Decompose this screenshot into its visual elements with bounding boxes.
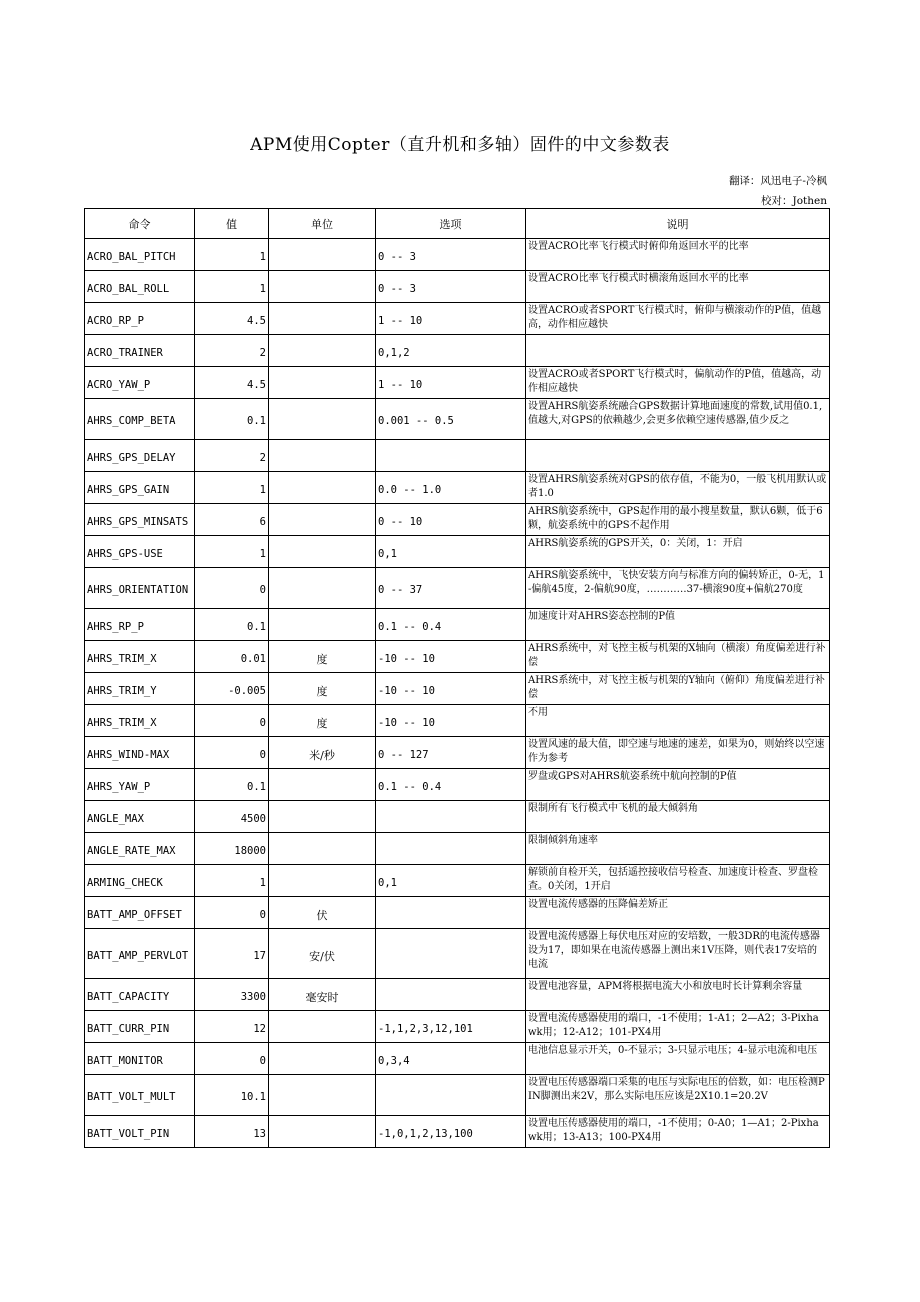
value-cell: 1 bbox=[195, 536, 269, 568]
description-cell: 设置ACRO比率飞行模式时俯仰角返回水平的比率 bbox=[526, 239, 830, 271]
options-cell: 0.1 -- 0.4 bbox=[376, 769, 526, 801]
value-cell: 0.01 bbox=[195, 641, 269, 673]
command-cell: AHRS_YAW_P bbox=[85, 769, 195, 801]
table-row bbox=[85, 979, 830, 1011]
value-cell: 17 bbox=[195, 929, 269, 979]
command-cell: BATT_CURR_PIN bbox=[85, 1011, 195, 1043]
table-body bbox=[85, 239, 830, 1148]
command-cell: ANGLE_RATE_MAX bbox=[85, 833, 195, 865]
options-cell: -10 -- 10 bbox=[376, 673, 526, 705]
unit-cell bbox=[269, 239, 376, 271]
options-cell: 1 -- 10 bbox=[376, 303, 526, 335]
description-cell: 设置电流传感器使用的端口，-1不使用；1-A1；2—A2；3-Pixhawk用；12-A12；101-PX4用 bbox=[526, 1011, 830, 1043]
options-cell: 0 -- 3 bbox=[376, 239, 526, 271]
table-row bbox=[85, 271, 830, 303]
description-cell: AHRS航姿系统中，飞快安装方向与标准方向的偏转矫正，0-无，1-偏航45度，2-偏航90度，…………37-横滚90度+偏航270度 bbox=[526, 568, 830, 609]
command-cell: ACRO_RP_P bbox=[85, 303, 195, 335]
description-cell: 设置风速的最大值，即空速与地速的速差，如果为0，则始终以空速作为参考 bbox=[526, 737, 830, 769]
description-cell: 解锁前自检开关，包括遥控接收信号检查、加速度计检查、罗盘检查。0关闭，1开启 bbox=[526, 865, 830, 897]
table-row bbox=[85, 1075, 830, 1116]
command-cell: ARMING_CHECK bbox=[85, 865, 195, 897]
command-cell: ACRO_YAW_P bbox=[85, 367, 195, 399]
command-cell: AHRS_COMP_BETA bbox=[85, 399, 195, 440]
unit-cell bbox=[269, 440, 376, 472]
options-cell: -1,1,2,3,12,101 bbox=[376, 1011, 526, 1043]
options-cell: 0,1 bbox=[376, 865, 526, 897]
value-cell: 4.5 bbox=[195, 367, 269, 399]
description-cell: 设置电流传感器上每伏电压对应的安培数，一般3DR的电流传感器设为17，即如果在电流传感器上测出来1V压降，则代表17安培的电流 bbox=[526, 929, 830, 979]
value-cell: 0 bbox=[195, 737, 269, 769]
unit-cell: 度 bbox=[269, 673, 376, 705]
table-row bbox=[85, 769, 830, 801]
command-cell: BATT_AMP_PERVLOT bbox=[85, 929, 195, 979]
value-cell: 2 bbox=[195, 335, 269, 367]
value-cell: 10.1 bbox=[195, 1075, 269, 1116]
unit-cell bbox=[269, 1043, 376, 1075]
table-row bbox=[85, 367, 830, 399]
unit-cell bbox=[269, 833, 376, 865]
unit-cell: 度 bbox=[269, 705, 376, 737]
command-cell: AHRS_RP_P bbox=[85, 609, 195, 641]
unit-cell bbox=[269, 801, 376, 833]
unit-cell bbox=[269, 568, 376, 609]
unit-cell bbox=[269, 1075, 376, 1116]
value-cell: 3300 bbox=[195, 979, 269, 1011]
command-cell: AHRS_TRIM_Y bbox=[85, 673, 195, 705]
value-cell: 2 bbox=[195, 440, 269, 472]
command-cell: BATT_AMP_OFFSET bbox=[85, 897, 195, 929]
unit-cell bbox=[269, 769, 376, 801]
options-cell bbox=[376, 440, 526, 472]
options-cell: 0 -- 3 bbox=[376, 271, 526, 303]
description-cell bbox=[526, 440, 830, 472]
value-cell: 4500 bbox=[195, 801, 269, 833]
table-row bbox=[85, 673, 830, 705]
unit-cell bbox=[269, 1116, 376, 1148]
command-cell: BATT_VOLT_MULT bbox=[85, 1075, 195, 1116]
options-cell bbox=[376, 979, 526, 1011]
unit-cell bbox=[269, 504, 376, 536]
unit-cell bbox=[269, 865, 376, 897]
options-cell bbox=[376, 1075, 526, 1116]
parameter-table bbox=[84, 208, 830, 1148]
table-row bbox=[85, 1043, 830, 1075]
unit-cell bbox=[269, 1011, 376, 1043]
options-cell: 0 -- 10 bbox=[376, 504, 526, 536]
description-cell: 设置电压传感器使用的端口，-1不使用；0-A0；1—A1；2-Pixhawk用；13-A13；100-PX4用 bbox=[526, 1116, 830, 1148]
command-cell: AHRS_GPS_GAIN bbox=[85, 472, 195, 504]
options-cell: 0,3,4 bbox=[376, 1043, 526, 1075]
description-cell: 罗盘或GPS对AHRS航姿系统中航向控制的P值 bbox=[526, 769, 830, 801]
options-cell bbox=[376, 929, 526, 979]
value-cell: 18000 bbox=[195, 833, 269, 865]
value-cell: 0 bbox=[195, 1043, 269, 1075]
translator-credit: 翻译：风迅电子-冷枫 bbox=[728, 175, 827, 187]
unit-cell bbox=[269, 609, 376, 641]
description-cell: AHRS系统中，对飞控主板与机架的Y轴向（俯仰）角度偏差进行补偿 bbox=[526, 673, 830, 705]
description-cell: 设置电压传感器端口采集的电压与实际电压的倍数，如：电压检测PIN脚测出来2V，那么实际电压应该是2X10.1=20.2V bbox=[526, 1075, 830, 1116]
table-row bbox=[85, 536, 830, 568]
unit-cell bbox=[269, 399, 376, 440]
unit-cell: 伏 bbox=[269, 897, 376, 929]
unit-cell: 安/伏 bbox=[269, 929, 376, 979]
options-cell: 0.1 -- 0.4 bbox=[376, 609, 526, 641]
unit-cell bbox=[269, 367, 376, 399]
table-row bbox=[85, 865, 830, 897]
value-cell: 0 bbox=[195, 705, 269, 737]
options-cell: 0,1,2 bbox=[376, 335, 526, 367]
options-cell: 0 -- 37 bbox=[376, 568, 526, 609]
description-cell: 设置ACRO比率飞行模式时横滚角返回水平的比率 bbox=[526, 271, 830, 303]
options-cell: -10 -- 10 bbox=[376, 641, 526, 673]
table-row bbox=[85, 641, 830, 673]
command-cell: AHRS_ORIENTATION bbox=[85, 568, 195, 609]
unit-cell: 度 bbox=[269, 641, 376, 673]
table-row bbox=[85, 472, 830, 504]
description-cell: AHRS系统中，对飞控主板与机架的X轴向（横滚）角度偏差进行补偿 bbox=[526, 641, 830, 673]
options-cell bbox=[376, 833, 526, 865]
value-cell: 1 bbox=[195, 472, 269, 504]
table-header-row bbox=[85, 209, 830, 239]
proofreader-credit: 校对：Jothen bbox=[761, 195, 827, 207]
value-cell: 12 bbox=[195, 1011, 269, 1043]
value-cell: 0.1 bbox=[195, 609, 269, 641]
table-row bbox=[85, 801, 830, 833]
description-cell: AHRS航姿系统中，GPS起作用的最小搜星数量，默认6颗，低于6颗，航姿系统中的GPS不起作用 bbox=[526, 504, 830, 536]
value-cell: 0 bbox=[195, 897, 269, 929]
table-row bbox=[85, 897, 830, 929]
description-cell: 设置AHRS航姿系统对GPS的依存值，不能为0，一般飞机用默认或者1.0 bbox=[526, 472, 830, 504]
command-cell: ACRO_BAL_PITCH bbox=[85, 239, 195, 271]
description-cell: 限制倾斜角速率 bbox=[526, 833, 830, 865]
options-cell: 0 -- 127 bbox=[376, 737, 526, 769]
options-cell: 0.0 -- 1.0 bbox=[376, 472, 526, 504]
table-row bbox=[85, 737, 830, 769]
options-cell: 1 -- 10 bbox=[376, 367, 526, 399]
table-row bbox=[85, 1011, 830, 1043]
table-row bbox=[85, 705, 830, 737]
command-cell: ACRO_TRAINER bbox=[85, 335, 195, 367]
description-cell: 设置电流传感器的压降偏差矫正 bbox=[526, 897, 830, 929]
command-cell: AHRS_GPS-USE bbox=[85, 536, 195, 568]
command-cell: ACRO_BAL_ROLL bbox=[85, 271, 195, 303]
unit-cell bbox=[269, 536, 376, 568]
description-cell bbox=[526, 335, 830, 367]
page-title: APM使用Copter（直升机和多轴）固件的中文参数表 bbox=[250, 135, 670, 155]
command-cell: AHRS_GPS_MINSATS bbox=[85, 504, 195, 536]
description-cell: 设置ACRO或者SPORT飞行模式时，俯仰与横滚动作的P值，值越高，动作相应越快 bbox=[526, 303, 830, 335]
value-cell: 6 bbox=[195, 504, 269, 536]
value-cell: 4.5 bbox=[195, 303, 269, 335]
command-cell: BATT_VOLT_PIN bbox=[85, 1116, 195, 1148]
unit-cell bbox=[269, 271, 376, 303]
description-cell: 设置电池容量，APM将根据电流大小和放电时长计算剩余容量 bbox=[526, 979, 830, 1011]
value-cell: -0.005 bbox=[195, 673, 269, 705]
command-cell: AHRS_TRIM_X bbox=[85, 641, 195, 673]
options-cell: 0,1 bbox=[376, 536, 526, 568]
header-command: 命令 bbox=[85, 209, 195, 239]
header-unit: 单位 bbox=[269, 209, 376, 239]
value-cell: 1 bbox=[195, 865, 269, 897]
options-cell: 0.001 -- 0.5 bbox=[376, 399, 526, 440]
value-cell: 13 bbox=[195, 1116, 269, 1148]
unit-cell: 米/秒 bbox=[269, 737, 376, 769]
unit-cell bbox=[269, 335, 376, 367]
table-row bbox=[85, 609, 830, 641]
command-cell: AHRS_WIND-MAX bbox=[85, 737, 195, 769]
header-description: 说明 bbox=[526, 209, 830, 239]
description-cell: 电池信息显示开关，0-不显示；3-只显示电压；4-显示电流和电压 bbox=[526, 1043, 830, 1075]
table-row bbox=[85, 399, 830, 440]
value-cell: 0 bbox=[195, 568, 269, 609]
command-cell: BATT_CAPACITY bbox=[85, 979, 195, 1011]
table-row bbox=[85, 504, 830, 536]
unit-cell bbox=[269, 303, 376, 335]
command-cell: BATT_MONITOR bbox=[85, 1043, 195, 1075]
table-row bbox=[85, 303, 830, 335]
table-row bbox=[85, 440, 830, 472]
description-cell: 设置ACRO或者SPORT飞行模式时，偏航动作的P值，值越高，动作相应越快 bbox=[526, 367, 830, 399]
command-cell: AHRS_TRIM_X bbox=[85, 705, 195, 737]
options-cell: -10 -- 10 bbox=[376, 705, 526, 737]
header-value: 值 bbox=[195, 209, 269, 239]
description-cell: 加速度计对AHRS姿态控制的P值 bbox=[526, 609, 830, 641]
value-cell: 0.1 bbox=[195, 399, 269, 440]
value-cell: 0.1 bbox=[195, 769, 269, 801]
table-row bbox=[85, 335, 830, 367]
table-row bbox=[85, 239, 830, 271]
header-options: 选项 bbox=[376, 209, 526, 239]
unit-cell bbox=[269, 472, 376, 504]
description-cell: 限制所有飞行模式中飞机的最大倾斜角 bbox=[526, 801, 830, 833]
description-cell: 不用 bbox=[526, 705, 830, 737]
options-cell bbox=[376, 801, 526, 833]
value-cell: 1 bbox=[195, 239, 269, 271]
table-row bbox=[85, 1116, 830, 1148]
description-cell: 设置AHRS航姿系统融合GPS数据计算地面速度的常数,试用值0.1,值越大,对GPS的依赖越少,会更多依赖空速传感器,值少反之 bbox=[526, 399, 830, 440]
description-cell: AHRS航姿系统的GPS开关，0：关闭，1：开启 bbox=[526, 536, 830, 568]
unit-cell: 毫安时 bbox=[269, 979, 376, 1011]
command-cell: ANGLE_MAX bbox=[85, 801, 195, 833]
table-row bbox=[85, 833, 830, 865]
options-cell bbox=[376, 897, 526, 929]
command-cell: AHRS_GPS_DELAY bbox=[85, 440, 195, 472]
value-cell: 1 bbox=[195, 271, 269, 303]
table-row bbox=[85, 568, 830, 609]
table-row bbox=[85, 929, 830, 979]
options-cell: -1,0,1,2,13,100 bbox=[376, 1116, 526, 1148]
